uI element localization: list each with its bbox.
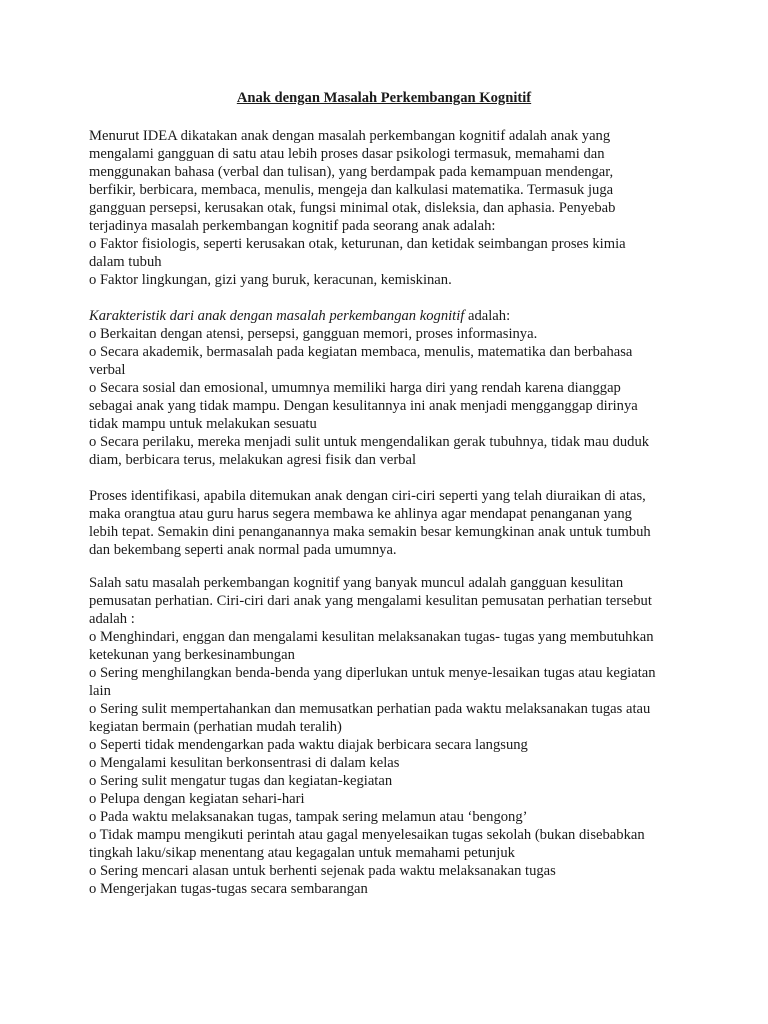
list-item: o Sering menghilangkan benda-benda yang diperlukan untuk menye-lesaikan tugas atau kegiatan <box>89 665 656 681</box>
list-item: o Berkaitan dengan atensi, persepsi, gangguan memori, proses informasinya. <box>89 326 538 342</box>
paragraph-line: Salah satu masalah perkembangan kognitif yang banyak muncul adalah gangguan kesulitan <box>89 575 624 591</box>
list-item-continuation: tidak mampu untuk melakukan sesuatu <box>89 416 317 432</box>
list-item: o Faktor lingkungan, gizi yang buruk, keracunan, kemiskinan. <box>89 272 452 288</box>
page-title: Anak dengan Masalah Perkembangan Kognitif <box>236 90 532 106</box>
list-item: o Secara akademik, bermasalah pada kegiatan membaca, menulis, matematika dan berbahasa <box>89 344 633 360</box>
paragraph-line: terjadinya masalah perkembangan kognitif pada seorang anak adalah: <box>89 218 496 234</box>
list-item: o Tidak mampu mengikuti perintah atau gagal menyelesaikan tugas sekolah (bukan disebabkan <box>89 827 645 843</box>
list-item-continuation: lain <box>89 683 111 699</box>
list-item: o Secara sosial dan emosional, umumnya memiliki harga diri yang rendah karena dianggap <box>89 380 621 396</box>
paragraph-line: lebih tepat. Semakin dini penanganannya maka semakin besar kemungkinan anak untuk tumbuh <box>89 524 651 540</box>
paragraph-line: menggunakan bahasa (verbal dan tulisan), yang berdampak pada kemampuan mendengar, <box>89 164 614 180</box>
section-intro <box>89 307 689 325</box>
paragraph-line: Proses identifikasi, apabila ditemukan anak dengan ciri-ciri seperti yang telah diuraikan di atas, <box>89 488 646 504</box>
list-item: o Pada waktu melaksanakan tugas, tampak sering melamun atau ‘bengong’ <box>89 809 528 825</box>
paragraph-line: pemusatan perhatian. Ciri-ciri dari anak yang mengalami kesulitan pemusatan perhatian tersebut <box>89 593 652 609</box>
list-item: o Sering mencari alasan untuk berhenti sejenak pada waktu melaksanakan tugas <box>89 863 556 879</box>
list-item: o Pelupa dengan kegiatan sehari-hari <box>89 791 305 807</box>
list-item: o Menghindari, enggan dan mengalami kesulitan melaksanakan tugas- tugas yang membutuhkan <box>89 629 654 645</box>
list-item: o Faktor fisiologis, seperti kerusakan otak, keturunan, dan ketidak seimbangan proses kimia <box>89 236 626 252</box>
paragraph-line: Menurut IDEA dikatakan anak dengan masalah perkembangan kognitif adalah anak yang <box>89 128 611 144</box>
list-item-continuation: tingkah laku/sikap menentang atau kegagalan untuk memahami petunjuk <box>89 845 515 861</box>
list-item-continuation: dalam tubuh <box>89 254 162 270</box>
list-item-continuation: ketekunan yang berkesinambungan <box>89 647 295 663</box>
paragraph-line: mengalami gangguan di satu atau lebih proses dasar psikologi termasuk, memahami dan <box>89 146 605 162</box>
paragraph-line: maka orangtua atau guru harus segera membawa ke ahlinya agar mendapat penanganan yang <box>89 506 632 522</box>
list-item-continuation: sebagai anak yang tidak mampu. Dengan kesulitannya ini anak menjadi mengganggap dirinya <box>89 398 638 414</box>
list-item-continuation: kegiatan bermain (perhatian mudah teralih) <box>89 719 342 735</box>
paragraph-line: adalah : <box>89 611 135 627</box>
paragraph-characteristics <box>89 307 689 469</box>
list-item: o Mengalami kesulitan berkonsentrasi di dalam kelas <box>89 755 400 771</box>
paragraph-identification <box>89 487 689 559</box>
paragraph-line: berfikir, berbicara, membaca, menulis, mengeja dan kalkulasi matematika. Termasuk juga <box>89 182 614 198</box>
paragraph-attention-disorder <box>89 574 689 898</box>
list-item: o Secara perilaku, mereka menjadi sulit untuk mengendalikan gerak tubuhnya, tidak mau duduk <box>89 434 650 450</box>
paragraph-line: dan bekembang seperti anak normal pada umumnya. <box>89 542 397 558</box>
list-item: o Mengerjakan tugas-tugas secara sembarangan <box>89 881 368 897</box>
section-intro-rest: adalah: <box>464 308 511 324</box>
list-item: o Sering sulit mempertahankan dan memusatkan perhatian pada waktu melaksanakan tugas atau <box>89 701 651 717</box>
paragraph-line: gangguan persepsi, kerusakan otak, fungsi minimal otak, disleksia, dan aphasia. Penyebab <box>89 200 616 216</box>
list-item-continuation: verbal <box>89 362 126 378</box>
section-intro-italic: Karakteristik dari anak dengan masalah perkembangan kognitif <box>89 308 465 324</box>
list-item: o Seperti tidak mendengarkan pada waktu diajak berbicara secara langsung <box>89 737 528 753</box>
paragraph-definition <box>89 127 689 289</box>
list-item: o Sering sulit mengatur tugas dan kegiatan-kegiatan <box>89 773 393 789</box>
list-item-continuation: diam, berbicara terus, melakukan agresi fisik dan verbal <box>89 452 417 468</box>
